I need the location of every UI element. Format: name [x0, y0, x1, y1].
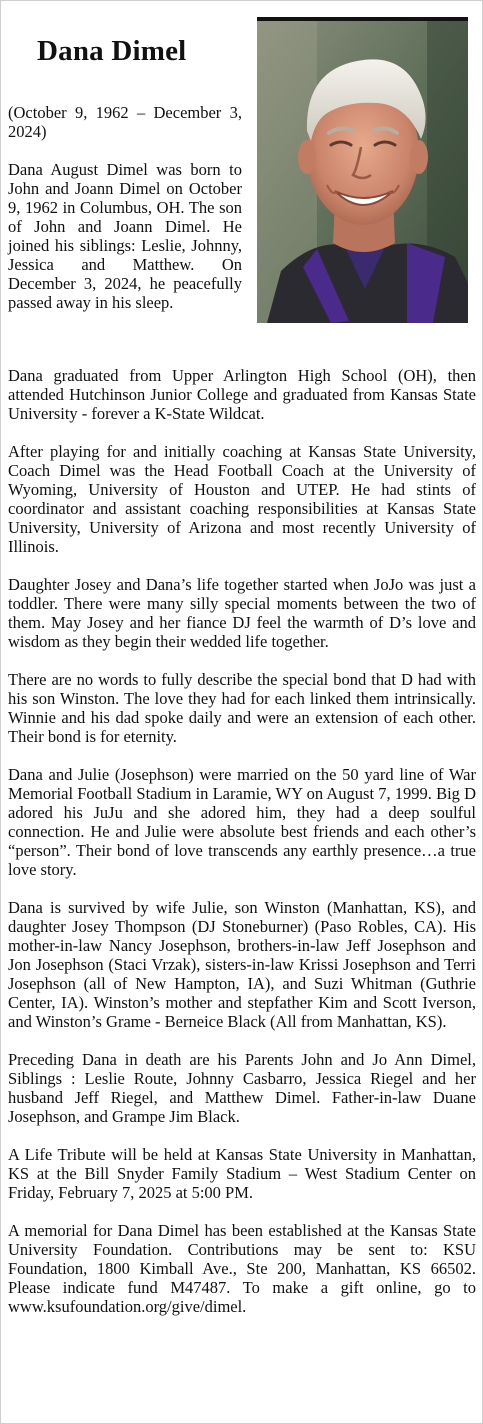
intro-paragraph: Dana August Dimel was born to John and Joann Dimel on October 9, 1962 in Columbus, OH. The son of John and Joann Dimel. He joined his siblings: Leslie, Johnny, Jessica and Matthew. On December 3, 2024, he peacefully passed away in his sleep. [8, 160, 242, 312]
paragraph-survivors: Dana is survived by wife Julie, son Winston (Manhattan, KS), and daughter Josey Thompson (DJ Stoneburner) (Paso Robles, CA). His mother-in-law Nancy Josephson, brothers-in-law Jeff Josephson and Jon Josephson (Staci Vrzak), sisters-in-law Krissi Josephson and Terri Josephson (all of New Hampton, IA), and Suzi Whitman (Guthrie Center, IA). Winston’s mother and stepfather Kim and Scott Iverson, and Winston’s Grame - Berneice Black (All from Manhattan, KS). [8, 898, 476, 1031]
paragraph-memorial: A memorial for Dana Dimel has been established at the Kansas State University Foundation. Contributions may be sent to: KSU Foundation, 1800 Kimball Ave., Ste 200, Manhattan, KS 66502. Please indicate fund M47487. To make a gift online, go to www.ksufoundation.org/give/dimel. [8, 1221, 476, 1316]
paragraph-career: After playing for and initially coaching at Kansas State University, Coach Dimel was the Head Football Coach at the University of Wyoming, University of Houston and UTEP. He had stints of coordinator and assistant coaching responsibilities at Kansas State University, University of Arizona and most recently University of Illinois. [8, 442, 476, 556]
portrait-illustration [257, 21, 468, 323]
obituary-name: Dana Dimel [37, 35, 187, 67]
lede-column [8, 103, 242, 331]
paragraph-preceded: Preceding Dana in death are his Parents John and Jo Ann Dimel, Siblings : Leslie Route, Johnny Casbarro, Jessica Riegel and her husband Jeff Riegel, and Matthew Dimel. Father-in-law Duane Josephson, and Grampe Jim Black. [8, 1050, 476, 1126]
paragraph-education: Dana graduated from Upper Arlington High School (OH), then attended Hutchinson Junior College and graduated from Kansas State University - forever a K-State Wildcat. [8, 366, 476, 423]
obituary-body [8, 366, 476, 1335]
paragraph-marriage: Dana and Julie (Josephson) were married on the 50 yard line of War Memorial Football Stadium in Laramie, WY on August 7, 1999. Big D adored his JuJu and she adored him, they had a deep soulful connection. He and Julie were absolute best friends and each other’s “person”. Their bond of love transcends any earthly presence…a true love story. [8, 765, 476, 879]
life-dates: (October 9, 1962 – December 3, 2024) [8, 103, 242, 141]
portrait-photo [257, 17, 468, 323]
paragraph-service: A Life Tribute will be held at Kansas State University in Manhattan, KS at the Bill Snyder Family Stadium – West Stadium Center on Friday, February 7, 2025 at 5:00 PM. [8, 1145, 476, 1202]
paragraph-son: There are no words to fully describe the special bond that D had with his son Winston. The love they had for each linked them intrinsically. Winnie and his dad spoke daily and were an extension of each other. Their bond is for eternity. [8, 670, 476, 746]
paragraph-daughter: Daughter Josey and Dana’s life together started when JoJo was just a toddler. There were many silly special moments between the two of them. May Josey and her fiance DJ feel the warmth of D’s love and wisdom as they begin their wedded life together. [8, 575, 476, 651]
